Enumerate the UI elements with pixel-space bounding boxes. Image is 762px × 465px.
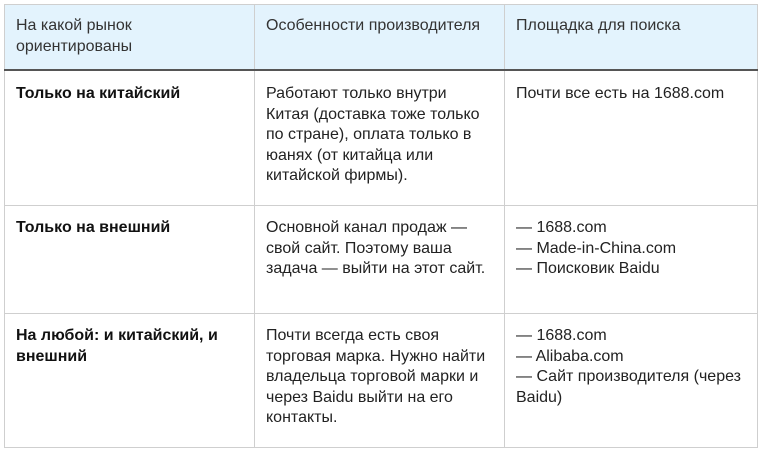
manufacturer-search-table [4,4,758,448]
table-header [5,5,758,71]
features-cell: Почти всегда есть своя торговая марка. Нужно найти владельца торговой марки и через Baidu выйти на его контакты. [255,314,505,448]
platforms-cell [505,70,758,206]
header-row [5,5,758,71]
header-features: Особенности производителя [255,5,505,71]
platform-item: — 1688.com [516,219,607,236]
table-row [5,314,758,448]
features-cell: Работают только внутри Китая (доставка тоже только по стране), оплата только в юанях (от китайца или китайской фирмы). [255,70,505,206]
header-platforms: Площадка для поиска [505,5,758,71]
platform-item: — Поисковик Baidu [516,260,660,277]
market-cell: Только на внешний [5,206,255,314]
header-market: На какой рынок ориентированы [5,5,255,71]
market-cell: Только на китайский [5,70,255,206]
table-row [5,206,758,314]
features-cell: Основной канал продаж — свой сайт. Поэтому ваша задача — выйти на этот сайт. [255,206,505,314]
platform-item: — Сайт производителя (через Baidu) [516,368,741,406]
platform-item: Почти все есть на 1688.com [516,85,725,102]
platform-item: — Made-in-China.com [516,239,677,257]
platform-item: — Alibaba.com [516,347,624,365]
platform-item: — 1688.com [516,327,607,344]
table-body [5,70,758,448]
table-row [5,70,758,206]
platforms-cell [505,314,758,448]
platforms-cell [505,206,758,314]
market-cell: На любой: и китайский, и внешний [5,314,255,448]
